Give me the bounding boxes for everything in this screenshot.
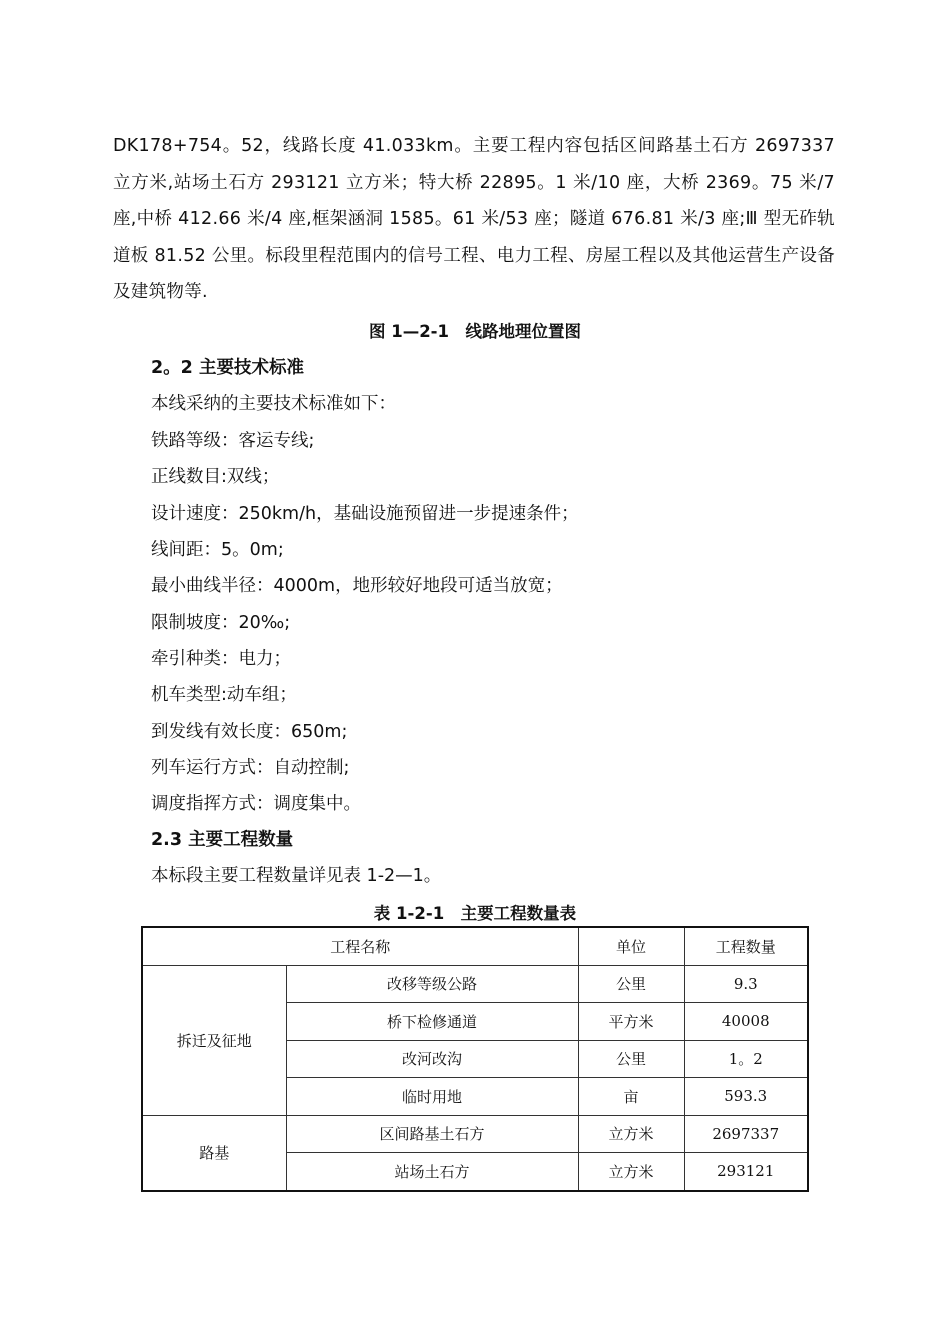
table-row	[142, 965, 808, 1003]
quantities-table	[141, 926, 809, 1192]
table-caption: 表 1-2-1 主要工程数量表	[373, 904, 577, 923]
standard-item: 正线数目:双线；	[151, 467, 280, 487]
standard-item: 到发线有效长度：650m;	[151, 722, 348, 742]
standard-item: 列车运行方式：自动控制;	[151, 758, 350, 778]
standard-item: 调度指挥方式：调度集中。	[151, 794, 361, 814]
item-quantity: 9.3	[684, 965, 808, 1003]
standard-item: 限制坡度：20‰;	[151, 613, 291, 633]
project-summary-paragraph: DK178+754。52，线路长度 41.033km。主要工程内容包括区间路基土石方 2697337 立方米,站场土石方 293121 立方米；特大桥 22895。1 米/10 座，大桥 2369。75 米/7 座,中桥 412.66 米/4 座,框架涵洞 1585。61 米/53 座；隧道 676.81 米/3 座;Ⅲ 型无砟轨道板 81.52 公里。标段里程范围内的信号工程、电力工程、房屋工程以及其他运营生产设备及建筑物等.	[113, 136, 835, 302]
table-header-row	[142, 927, 808, 965]
section-2-2-heading: 2。2 主要技术标准	[151, 358, 304, 378]
item-unit: 立方米	[578, 1153, 684, 1191]
item-quantity: 593.3	[684, 1078, 808, 1116]
group-name: 拆迁及征地	[142, 965, 286, 1115]
item-unit: 公里	[578, 965, 684, 1003]
table-row	[142, 1115, 808, 1153]
header-quantity: 工程数量	[684, 927, 808, 965]
standard-item: 铁路等级：客运专线;	[151, 431, 315, 451]
item-name: 改移等级公路	[286, 965, 578, 1003]
header-unit: 单位	[578, 927, 684, 965]
header-project-name: 工程名称	[142, 927, 578, 965]
section-2-3-intro: 本标段主要工程数量详见表 1-2—1。	[151, 866, 442, 886]
item-unit: 亩	[578, 1078, 684, 1116]
standard-item: 机车类型:动车组；	[151, 685, 297, 705]
item-unit: 立方米	[578, 1115, 684, 1153]
item-name: 改河改沟	[286, 1040, 578, 1078]
item-unit: 公里	[578, 1040, 684, 1078]
item-quantity: 2697337	[684, 1115, 808, 1153]
figure-caption: 图 1—2-1 线路地理位置图	[368, 322, 582, 341]
section-2-2-intro: 本线采纳的主要技术标准如下：	[151, 394, 396, 414]
standard-item: 牵引种类：电力；	[151, 649, 291, 669]
standard-item: 设计速度：250km/h，基础设施预留进一步提速条件；	[151, 504, 579, 524]
item-quantity: 1。2	[684, 1040, 808, 1078]
item-name: 区间路基土石方	[286, 1115, 578, 1153]
item-quantity: 293121	[684, 1153, 808, 1191]
item-unit: 平方米	[578, 1003, 684, 1041]
item-name: 站场土石方	[286, 1153, 578, 1191]
standard-item: 线间距：5。0m;	[151, 540, 284, 560]
section-2-3-heading: 2.3 主要工程数量	[151, 830, 294, 850]
item-name: 临时用地	[286, 1078, 578, 1116]
item-name: 桥下检修通道	[286, 1003, 578, 1041]
item-quantity: 40008	[684, 1003, 808, 1041]
standard-item: 最小曲线半径：4000m，地形较好地段可适当放宽；	[151, 576, 563, 596]
group-name: 路基	[142, 1115, 286, 1191]
